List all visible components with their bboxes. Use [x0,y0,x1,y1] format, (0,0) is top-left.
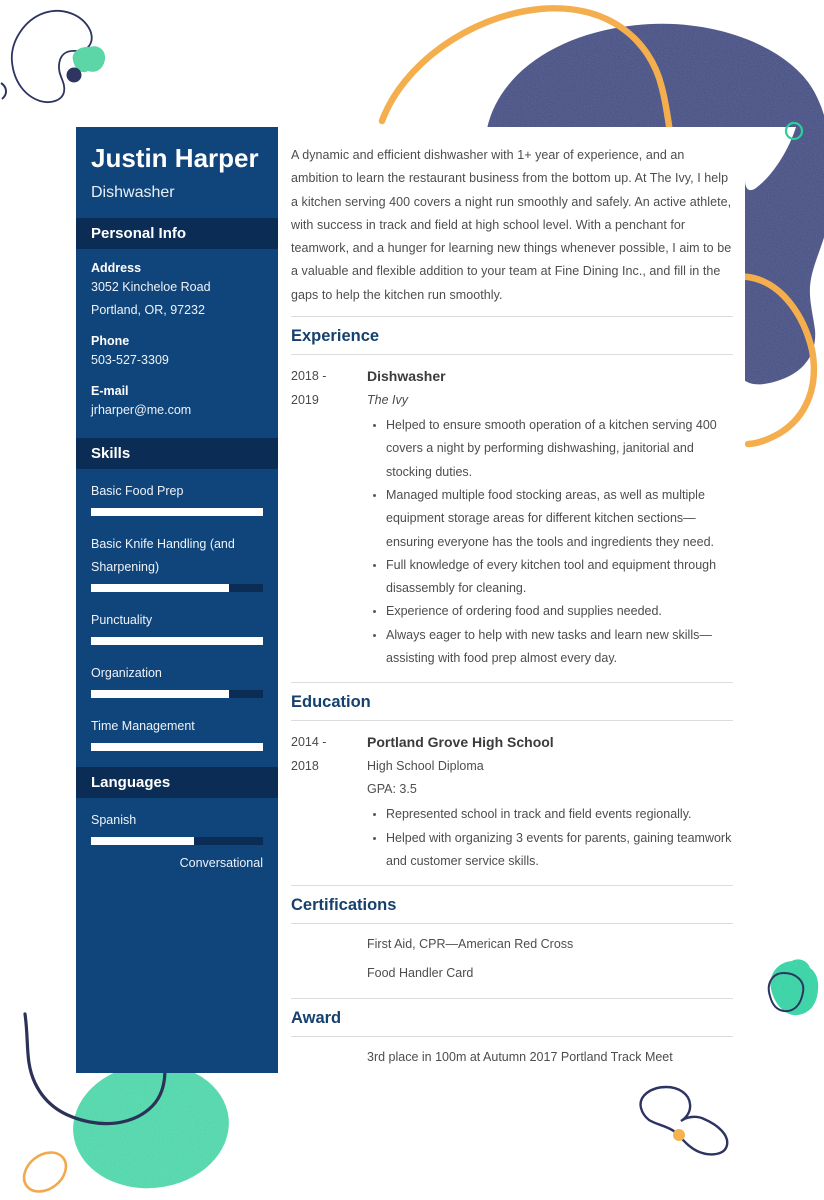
education-date-end: 2018 [291,758,319,773]
education-dates [291,731,367,873]
award-list [367,1037,733,1082]
email-label: E-mail [91,384,129,398]
education-school: Portland Grove High School [367,734,554,751]
main-column [291,127,733,1082]
skill-item [91,662,263,698]
experience-bullets [367,414,733,670]
education-gpa: GPA: 3.5 [367,782,417,797]
skill-label: Basic Food Prep [91,484,184,498]
bullet-item: • Represented school in track and field events regionally. [386,803,733,826]
address-label: Address [91,261,142,275]
skill-label: Time Management [91,719,195,733]
education-bullets [367,803,733,873]
skill-label: Basic Knife Handling (and Sharpening) [91,537,235,574]
language-item [91,809,263,871]
phone-label: Phone [91,334,130,348]
section-heading-certifications [291,885,733,924]
skill-item [91,715,263,751]
experience-date-start: 2018 - [291,369,327,384]
summary-text: A dynamic and efficient dishwasher with 1+ year of experience, and an ambition to learn the restaurant business from the bottom up. At The Ivy, I help a kitchen serving 400 covers a night run smoothly and safely. An active athlete, with success in track and field at high school level. With a penchant for teamwork, and a hunger for learning new things whenever possible, I aim to be a valuable and flexible addition to your team at Fine Dining Inc., and fill in the gaps to help the kitchen run smoothly. [291,148,732,302]
certification-item: Food Handler Card [367,965,474,980]
address-line-1: 3052 Kincheloe Road [91,280,211,294]
skills-heading: Skills [76,438,278,469]
skill-bar-fill [91,584,229,592]
languages-heading: Languages [76,767,278,798]
bullet-item: • Always eager to help with new tasks and learn new skills—assisting with food prep almost every day. [386,624,733,671]
skill-bar-fill [91,508,263,516]
edge-tail-decoration [1,83,6,99]
bullet-item: • Full knowledge of every kitchen tool and equipment through disassembly for cleaning. [386,554,733,601]
certification-item: First Aid, CPR—American Red Cross [367,937,574,952]
language-bar-fill [91,837,194,845]
experience-entry [291,355,733,682]
peanut-outline-decoration [641,1087,728,1154]
certifications-heading: Certifications [291,896,397,915]
section-heading-award [291,998,733,1037]
language-label: Spanish [91,813,137,827]
experience-job-title: Dishwasher [367,368,446,385]
experience-date-end: 2019 [291,392,319,407]
teal-circle-bottomleft-decoration [67,1056,235,1196]
job-title: Dishwasher [91,184,175,201]
address-line-2: Portland, OR, 97232 [91,303,205,317]
sidebar [76,127,278,1073]
yellow-dot-decoration [673,1129,685,1141]
skill-label: Organization [91,666,162,680]
education-degree: High School Diploma [367,758,484,773]
skill-bar [91,584,263,592]
personal-info-heading: Personal Info [76,218,278,249]
education-heading: Education [291,693,371,712]
skill-item [91,480,263,516]
language-proficiency: Conversational [179,856,263,870]
section-heading-experience [291,316,733,355]
bullet-item: • Managed multiple food stocking areas, as well as multiple equipment storage areas for different kitchen sections—ensuring everyone has the tools and ingredients they need. [386,484,733,554]
skill-item [91,533,263,592]
skill-item [91,609,263,645]
teal-blob-topleft-decoration [73,46,105,72]
phone-value: 503-527-3309 [91,353,169,367]
skill-label: Punctuality [91,613,153,627]
resume-page [76,127,745,1073]
navy-dot-decoration [67,68,82,83]
certifications-list [367,924,733,998]
teal-blob-bottomright-decoration [770,959,818,1015]
section-heading-education [291,682,733,721]
skill-bar [91,743,263,751]
experience-employer: The Ivy [367,392,408,407]
language-bar [91,837,263,845]
experience-dates [291,365,367,670]
education-date-start: 2014 - [291,735,327,750]
skill-bar-fill [91,637,263,645]
experience-heading: Experience [291,327,380,346]
skill-bar [91,690,263,698]
bullet-item: • Experience of ordering food and supplies needed. [386,600,733,623]
email-field [91,384,263,422]
bullet-item: • Helped to ensure smooth operation of a kitchen serving 400 covers a night by performing dishwashing, janitorial and stocking duties. [386,414,733,484]
award-heading: Award [291,1008,342,1027]
education-entry [291,721,733,885]
skill-bar [91,508,263,516]
bullet-item: • Helped with organizing 3 events for parents, gaining teamwork and customer service skills. [386,827,733,874]
candidate-name: Justin Harper [91,143,259,173]
address-field [91,261,263,322]
phone-field [91,334,263,372]
skill-bar [91,637,263,645]
email-value: jrharper@me.com [91,403,192,417]
skill-bar-fill [91,743,263,751]
skill-bar-fill [91,690,229,698]
yellow-egg-decoration [16,1144,73,1199]
award-item: 3rd place in 100m at Autumn 2017 Portland Track Meet [367,1049,673,1064]
